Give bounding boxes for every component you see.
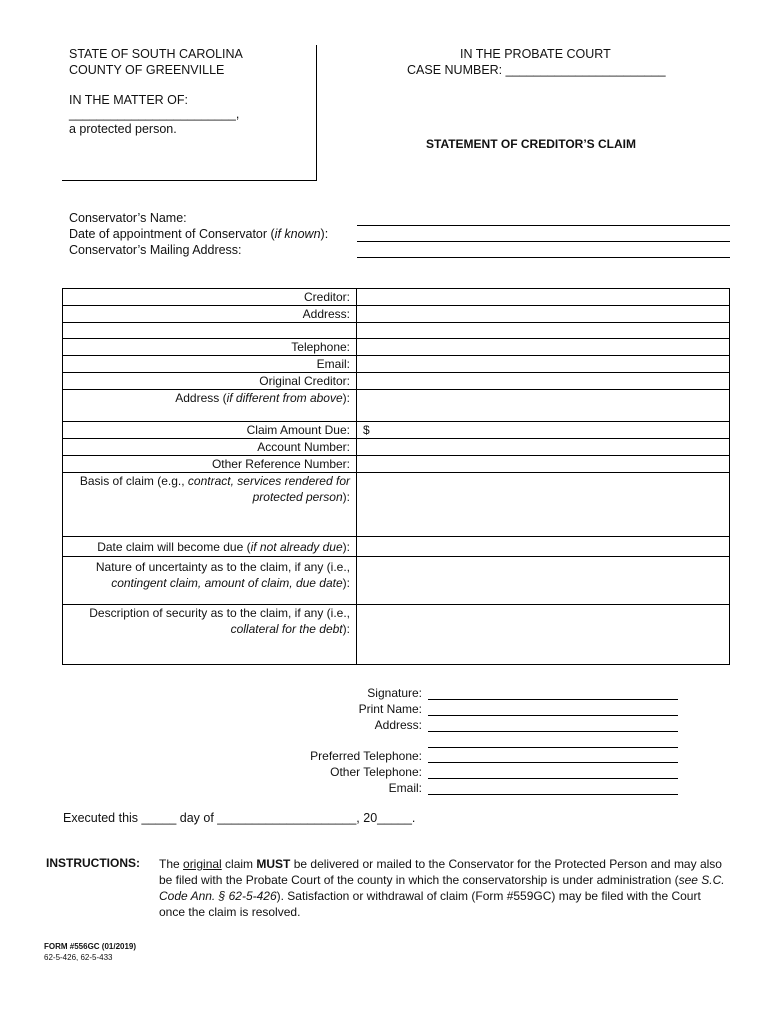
matter-name-field[interactable]: ________________________, <box>69 107 240 121</box>
case-number-field[interactable]: CASE NUMBER: _______________________ <box>407 63 666 77</box>
basis-field[interactable] <box>357 473 730 537</box>
other-reference-field[interactable] <box>357 456 730 473</box>
address-label: Address: <box>63 306 357 323</box>
telephone-field[interactable] <box>357 339 730 356</box>
instructions-t1: The <box>159 857 184 871</box>
account-number-label: Account Number: <box>63 439 357 456</box>
basis-em: contract, services rendered for protected person <box>187 474 350 504</box>
sig-address-label: Address: <box>374 718 422 732</box>
statute-codes: 62-5-426, 62-5-433 <box>44 953 113 962</box>
original-creditor-field[interactable] <box>357 373 730 390</box>
address-row <box>280 718 680 734</box>
conservator-date-field[interactable] <box>357 241 730 242</box>
uncertainty-close: ): <box>342 576 350 590</box>
instructions-must: MUST <box>256 857 291 871</box>
signature-row <box>280 686 680 702</box>
alt-address-close: ): <box>342 391 350 405</box>
signature-label: Signature: <box>367 686 422 700</box>
form-title: STATEMENT OF CREDITOR’S CLAIM <box>426 137 636 151</box>
conservator-date-label <box>69 227 328 241</box>
creditor-label: Creditor: <box>63 289 357 306</box>
date-due-close: ): <box>342 540 350 554</box>
uncertainty-em: contingent claim, amount of claim, due date <box>111 576 343 590</box>
other-telephone-field[interactable] <box>428 778 678 779</box>
original-creditor-label: Original Creditor: <box>63 373 357 390</box>
date-due-label <box>63 537 357 557</box>
basis-text: Basis of claim (e.g., <box>79 474 188 488</box>
sig-address-field-2[interactable] <box>428 747 678 748</box>
preferred-telephone-label: Preferred Telephone: <box>310 749 422 763</box>
alt-address-label <box>63 390 357 422</box>
claim-table <box>62 288 730 665</box>
account-number-field[interactable] <box>357 439 730 456</box>
alt-address-text: Address ( <box>175 391 227 405</box>
address-field-1[interactable] <box>357 306 730 323</box>
state-label: STATE OF SOUTH CAROLINA <box>69 47 243 61</box>
other-reference-label: Other Reference Number: <box>63 456 357 473</box>
instructions-text <box>159 856 727 920</box>
uncertainty-field[interactable] <box>357 557 730 605</box>
other-telephone-row <box>280 765 680 781</box>
executed-line[interactable]: Executed this _____ day of ____________________, 20_____. <box>63 811 416 825</box>
other-telephone-label: Other Telephone: <box>330 765 422 779</box>
conservator-name-label: Conservator’s Name: <box>69 211 187 225</box>
date-due-text: Date claim will become due ( <box>97 540 251 554</box>
claim-amount-field[interactable]: $ <box>357 422 730 439</box>
conservator-address-label: Conservator’s Mailing Address: <box>69 243 242 257</box>
sig-email-field[interactable] <box>428 794 678 795</box>
security-label <box>63 605 357 665</box>
telephone-label: Telephone: <box>63 339 357 356</box>
sig-email-label: Email: <box>388 781 422 795</box>
instructions-citation: see S.C. Code Ann. § 62-5-426 <box>159 873 725 903</box>
security-em: collateral for the debt <box>230 622 343 636</box>
security-close: ): <box>342 622 350 636</box>
security-field[interactable] <box>357 605 730 665</box>
county-label: COUNTY OF GREENVILLE <box>69 63 225 77</box>
conservator-name-field[interactable] <box>357 225 730 226</box>
sig-address-field-1[interactable] <box>428 731 678 732</box>
preferred-telephone-field[interactable] <box>428 762 678 763</box>
instructions-heading: INSTRUCTIONS: <box>46 856 140 870</box>
conservator-date-text: Date of appointment of Conservator ( <box>69 227 275 241</box>
alt-address-field[interactable] <box>357 390 730 422</box>
conservator-date-em: if known <box>274 227 321 241</box>
print-name-row <box>280 702 680 718</box>
claim-amount-label: Claim Amount Due: <box>63 422 357 439</box>
court-label: IN THE PROBATE COURT <box>460 47 611 61</box>
security-text: Description of security as to the claim, if any (i.e., <box>89 606 350 620</box>
conservator-date-close: ): <box>320 227 329 241</box>
print-name-label: Print Name: <box>358 702 422 716</box>
instructions-t3: be delivered or mailed to the Conservator for the Protected Person and may also be filed with the Probate Court of the county in which the conservatorship is under administration ( <box>159 857 722 887</box>
instructions-t4: ). Satisfaction or withdrawal of claim (Form #559GC) may be filed with the Court once the claim is resolved. <box>159 889 701 919</box>
address-blank-label <box>63 323 357 339</box>
email-label: Email: <box>63 356 357 373</box>
date-due-em: if not already due <box>250 540 343 554</box>
uncertainty-label <box>63 557 357 605</box>
creditor-field[interactable] <box>357 289 730 306</box>
print-name-field[interactable] <box>428 715 678 716</box>
form-number: FORM #556GC (01/2019) <box>44 942 137 951</box>
alt-address-em: if different from above <box>226 391 343 405</box>
matter-label: IN THE MATTER OF: <box>69 93 188 107</box>
instructions-t2: claim <box>221 857 257 871</box>
uncertainty-text: Nature of uncertainty as to the claim, if any (i.e., <box>95 560 350 574</box>
caption-divider-vertical <box>316 45 317 180</box>
sig-email-row <box>280 781 680 797</box>
email-field[interactable] <box>357 356 730 373</box>
address-field-2[interactable] <box>357 323 730 339</box>
conservator-address-field[interactable] <box>357 257 730 258</box>
basis-label <box>63 473 357 537</box>
caption-divider-horizontal <box>62 180 317 181</box>
basis-close: ): <box>342 490 350 504</box>
date-due-field[interactable] <box>357 537 730 557</box>
preferred-telephone-row <box>280 749 680 765</box>
signature-field[interactable] <box>428 699 678 700</box>
instructions-original: original <box>183 857 222 871</box>
protected-person-label: a protected person. <box>69 122 177 136</box>
